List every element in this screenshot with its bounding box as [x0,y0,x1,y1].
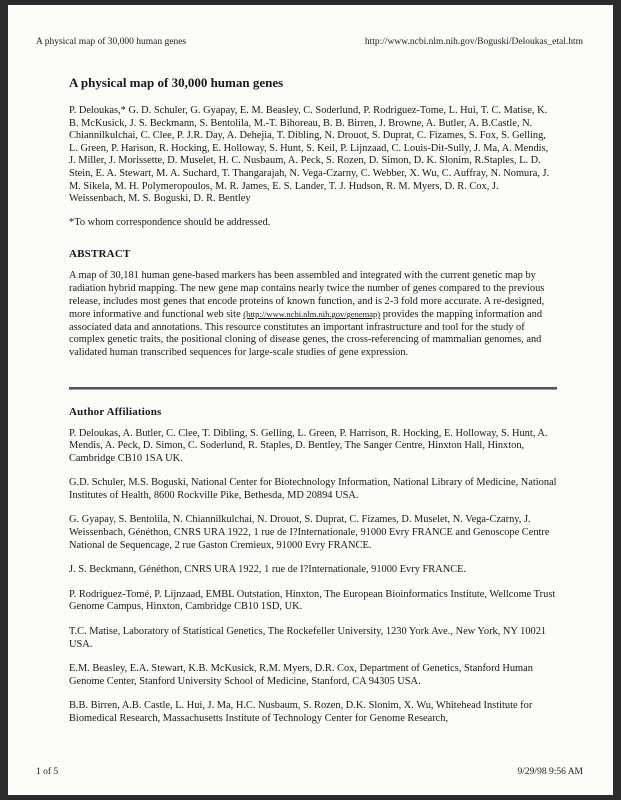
header-title: A physical map of 30,000 human genes [36,37,187,47]
affiliation-item: E.M. Beasley, E.A. Stewart, K.B. McKusick, R.M. Myers, D.R. Cox, Department of Genetics, Stanford Human Genome Center, Stanford University School of Medicine, Stanford, CA 94305 USA. [69,663,533,687]
article-body [69,75,557,738]
affiliation-item: G.D. Schuler, M.S. Boguski, National Center for Biotechnology Information, National Library of Medicine, National Institutes of Health, 8600 Rockville Pike, Bethesda, MD 20894 USA. [69,477,557,501]
affiliation-item: P. Rodriguez-Tomé, P. Lijnzaad, EMBL Outstation, Hinxton, The European Bioinformatics Institute, Wellcome Trust Genome Campus, Hinxton, Cambridge CB10 1SD, UK. [69,588,556,613]
abstract-text-part1: A map of 30,181 human gene-based markers has been assembled and integrated with the current genetic map by radiation hybrid mapping. The new gene map contains nearly twice the number of genes compared to the previous release, includes most genes that encode proteins of known function, and is 2-3 fold more accurate. A re-designed, more informative and functional web site [69,270,545,321]
abstract-heading: ABSTRACT [69,248,131,261]
print-datetime: 9/29/98 9:56 AM [517,767,583,777]
affiliation-item: G. Gyapay, S. Bentolila, N. Chiannilkulchai, N. Drouot, S. Duprat, C. Fizames, D. Muselet, N. Vega-Czarny, J. Weissenbach, Généthon, CNRS URA 1922, 1 rue de I?Internationale, 91000 Evry FRANCE and Genoscope Centre National de Sequencage, 2 rue Gaston Cremieux, 91000 Evry FRANCE. [69,514,550,551]
correspondence-note: *To whom correspondence should be addressed. [69,216,271,228]
affiliation-item: P. Deloukas, A. Butler, C. Clee, T. Dibling, S. Gelling, L. Green, P. Harrison, R. Hocking, E. Holloway, S. Hunt, A. Mendis, A. Peck, D. Simon, C. Soderlund, R. Staples, D. Bentley, The Sanger Centre, Hinxton Hall, Hinxton, Cambridge CB10 1SA UK. [69,427,548,464]
abstract-text [69,270,557,359]
affiliations-heading: Author Affiliations [69,405,162,418]
affiliation-item: T.C. Matise, Laboratory of Statistical Genetics, The Rockefeller University, 1230 York Ave., New York, NY 10021 USA. [69,626,547,650]
article-title: A physical map of 30,000 human genes [69,75,284,90]
page-footer [36,767,583,777]
affiliation-item: J. S. Beckmann, Généthon, CNRS URA 1922, 1 rue de I?Internationale, 91000 Evry FRANCE. [69,564,467,576]
affiliation-item: B.B. Birren, A.B. Castle, L. Hui, J. Ma, H.C. Nusbaum, S. Rozen, D.K. Slonim, X. Wu, Whitehead Institute for Biomedical Research, Massachusetts Institute of Technology Center for Genome Research, [69,700,533,724]
author-list: P. Deloukas,* G. D. Schuler, G. Gyapay, E. M. Beasley, C. Soderlund, P. Rodriguez-Tome, L. Hui, T. C. Matise, K. B. McKusick, J. S. Beckmann, S. Bentolila, M.-T. Bihoreau, B. B. Birren, J. Browne, A. Butler, A. B.Castle, N. Chiannilkulchai, C. Clee, P. J.R. Day, A. Dehejia, T. Dibling, N. Drouot, S. Duprat, C. Fizames, S. Fox, S. Gelling, L. Green, P. Harison, R. Hocking, E. Holloway, S. Hunt, S. Keil, P. Lijnzaad, C. Louis-Dit-Sully, J. Ma, A. Mendis, J. Miller, J. Morissette, D. Muselet, H. C. Nusbaum, A. Peck, S. Rozen, D. Simon, D. K. Slonim, R.Staples, L. D. Stein, E. A. Stewart, M. A. Suchard, T. Thangarajah, N. Vega-Czarny, C. Webber, X. Wu, C. Auffray, N. Nomura, J. M. Sikela, M. H. Polymeropoulos, M. R. James, E. S. Lander, T. J. Hudson, R. M. Myers, D. R. Cox, J. Weissenbach, M. S. Boguski, D. R. Bentley [69,105,550,205]
page-number: 1 of 5 [36,767,59,777]
header-url: http://www.ncbi.nlm.nih.gov/Boguski/Deloukas_etal.htm [364,37,583,47]
section-divider [69,387,557,390]
abstract-text-part2: provides the mapping information and associated data and annotations. This resource constitutes an important infrastructure and tool for the study of complex genetic traits, the positional cloning of disease genes, the cross-referencing of mammalian genomes, and validated human transcribed sequences for large-scale studies of gene expression. [69,309,543,358]
genemap-link[interactable]: (http://www.ncbi.nlm.nih.gov/genemap) [243,309,381,320]
document-page [8,5,613,795]
running-header [36,37,583,47]
